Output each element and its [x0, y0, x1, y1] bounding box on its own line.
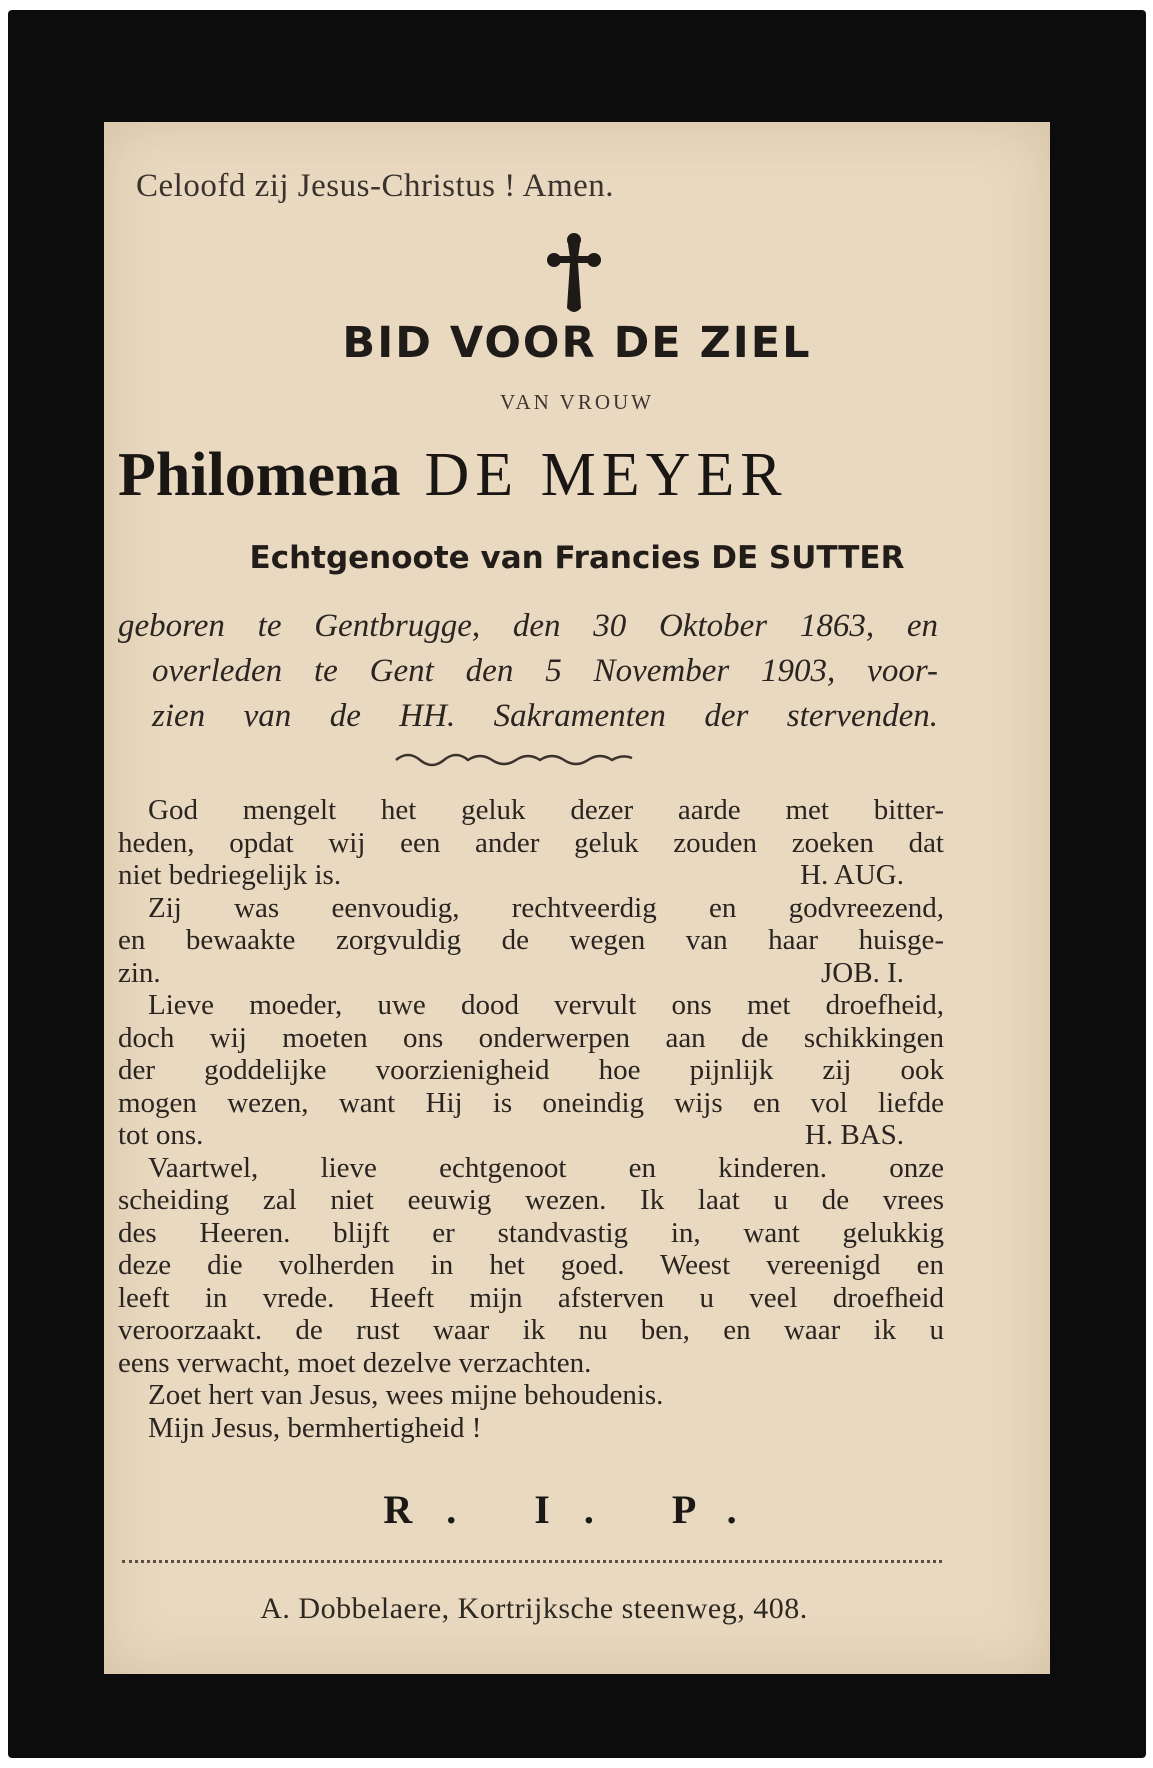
prayer-heading: BID VOOR DE ZIEL — [342, 318, 812, 368]
body-line: Zij was eenvoudig, rechtveerdig en godvreezend, — [148, 891, 944, 924]
body-line: en bewaakte zorgvuldig de wegen van haar huisge- — [118, 924, 944, 956]
body-line: deze die volherden in het goed. Weest vereenigd en — [118, 1249, 944, 1281]
body-line: veroorzaakt. de rust waar ik nu ben, en waar ik u — [118, 1314, 944, 1346]
prayer-line: Zoet hert van Jesus, wees mijne behoudenis. — [148, 1379, 664, 1411]
deceased-name — [118, 440, 788, 511]
bio-line: overleden te Gent den 5 November 1903, voor- — [152, 653, 938, 689]
van-vrouw-label: VAN VROUW — [500, 390, 654, 414]
body-line: eens verwacht, moet dezelve verzachten. — [118, 1346, 592, 1379]
spouse-line: Echtgenoote van Francies DE SUTTER — [249, 540, 905, 576]
body-line: God mengelt het geluk dezer aarde met bitter- — [148, 794, 944, 826]
prayer-line: Mijn Jesus, bermhertigheid ! — [148, 1411, 482, 1444]
body-line: des Heeren. blijft er standvastig in, want gelukkig — [118, 1216, 944, 1249]
quote-attribution: H. AUG. — [800, 859, 904, 891]
memorial-card-paper — [104, 122, 1050, 1674]
biography-paragraph — [118, 604, 938, 739]
mourning-card — [8, 10, 1146, 1758]
body-line: leeft in vrede. Heeft mijn afsterven u veel droefheid — [118, 1281, 944, 1314]
body-line-attribution — [118, 859, 944, 892]
body-line-attribution — [118, 957, 944, 990]
body-text — [118, 794, 944, 1444]
printer-imprint: A. Dobbelaere, Kortrijksche steenweg, 408. — [260, 1592, 808, 1625]
invocation-text: Celoofd zij Jesus-Christus ! Amen. — [136, 168, 615, 204]
body-line: tot ons. — [118, 1119, 204, 1151]
cross-icon — [544, 230, 604, 316]
body-line: heden, opdat wij een ander geluk zouden zoeken dat — [118, 826, 944, 859]
quote-attribution: JOB. I. — [821, 956, 904, 989]
body-line: niet bedriegelijk is. — [118, 859, 342, 891]
wavy-divider-icon — [394, 748, 634, 770]
body-line: mogen wezen, want Hij is oneindig wijs en vol liefde — [118, 1086, 944, 1119]
bio-line: geboren te Gentbrugge, den 30 Oktober 1863, en — [118, 608, 938, 644]
body-line: zin. — [118, 956, 161, 989]
body-line: Lieve moeder, uwe dood vervult ons met droefheid, — [148, 989, 944, 1021]
body-line: Vaartwel, lieve echtgenoot en kinderen. onze — [148, 1151, 944, 1184]
deceased-first-name: Philomena — [118, 441, 401, 509]
dotted-divider — [122, 1560, 942, 1563]
body-line: doch wij moeten ons onderwerpen aan de schikkingen — [118, 1021, 944, 1054]
quote-attribution: H. BAS. — [804, 1119, 904, 1151]
deceased-surname: DE MEYER — [424, 441, 788, 509]
rip-inscription: R. I. P. — [383, 1487, 771, 1532]
body-line: der goddelijke voorzienigheid hoe pijnlijk zij ook — [118, 1054, 944, 1086]
body-line-attribution — [118, 1119, 944, 1152]
bio-line: zien van de HH. Sakramenten der stervenden. — [152, 698, 938, 734]
body-line: scheiding zal niet eeuwig wezen. Ik laat u de vrees — [118, 1184, 944, 1216]
